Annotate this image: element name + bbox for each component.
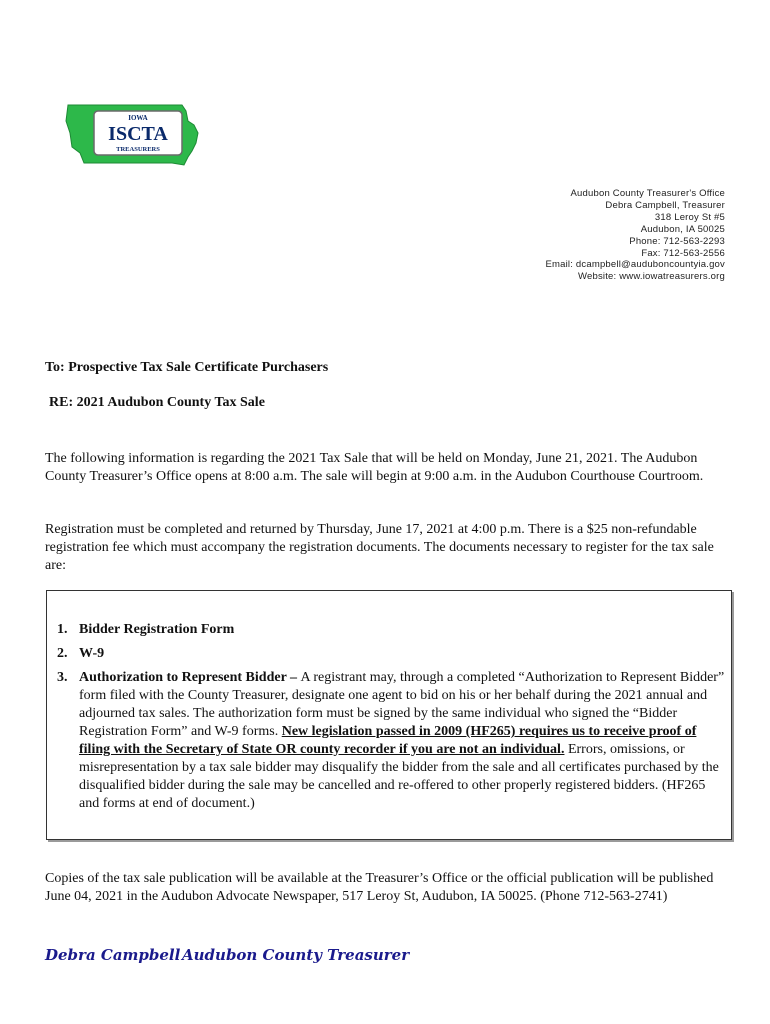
contact-fax: Fax: 712-563-2556 <box>641 247 725 259</box>
paragraph-sale-info: The following information is regarding the 2021 Tax Sale that will be held on Monday, June 21, 2021. The Audubon County Treasurer’s Office opens at 8:00 a.m. The sale will begin at 9:00 a.m. in the Audubon Courthouse Courtroom. <box>45 451 704 484</box>
legislation-notice: New legislation passed in 2009 (HF265) requires us to receive proof of filing with the Secretary of State OR county recorder if you are not an individual. <box>79 724 697 757</box>
contact-street: 318 Leroy St #5 <box>654 211 725 223</box>
iscta-logo <box>64 103 204 169</box>
logo-bottom-text: TREASURERS <box>116 146 160 153</box>
required-documents-box <box>46 590 732 840</box>
list-item <box>57 621 725 639</box>
paragraph-registration: Registration must be completed and returned by Thursday, June 17, 2021 at 4:00 p.m. There is a $25 non-refundable registration fee which must accompany the registration documents. The documents necessary to register for the tax sale are: <box>45 522 714 573</box>
list-item-dash: – <box>286 670 301 685</box>
list-item-title: Bidder Registration Form <box>79 622 235 637</box>
list-item-title: W-9 <box>79 646 105 661</box>
to-line: To: Prospective Tax Sale Certificate Purchasers <box>45 360 329 375</box>
contact-name: Debra Campbell, Treasurer <box>605 199 725 211</box>
list-item-text: A registrant may, through a completed “Authorization to Represent Bidder” form filed with the County Treasurer, designate one agent to bid on his or her behalf during the 2021 annual and adjourned tax sales. The authorization form must be signed by the same individual who signed the “Bidder Registration Form” and W-9 forms. <box>79 670 725 739</box>
contact-phone: Phone: 712-563-2293 <box>629 235 725 247</box>
list-item-number: 3. <box>57 670 68 685</box>
contact-city: Audubon, IA 50025 <box>640 223 725 235</box>
list-item-text-after: Errors, omissions, or misrepresentation by a tax sale bidder may disqualify the bidder from the sale and all certificates purchased by the disqualified bidder during the sale may be cancelled and re-offered to other properly registered bidders. (HF265 and forms at end of document.) <box>79 742 719 811</box>
list-item-title: Authorization to Represent Bidder <box>79 670 287 685</box>
logo-top-text: IOWA <box>128 114 148 122</box>
required-documents-list <box>57 621 725 819</box>
list-item-number: 1. <box>57 622 68 637</box>
list-item <box>57 645 725 663</box>
contact-office: Audubon County Treasurer's Office <box>570 188 725 199</box>
contact-website[interactable]: Website: www.iowatreasurers.org <box>578 271 725 283</box>
signature-name: Debra Campbell <box>45 946 181 964</box>
re-line: RE: 2021 Audubon County Tax Sale <box>49 395 265 410</box>
list-item-number: 2. <box>57 646 68 661</box>
logo-main-text: ISCTA <box>108 123 168 145</box>
paragraph-publication: Copies of the tax sale publication will be available at the Treasurer’s Office or the official publication will be published June 04, 2021 in the Audubon Advocate Newspaper, 517 Leroy St, Audubon, IA 50025. (Phone 712-563-2741) <box>45 871 714 904</box>
contact-block <box>545 188 725 283</box>
contact-email[interactable]: Email: dcampbell@auduboncountyia.gov <box>545 259 725 271</box>
signature-title: Audubon County Treasurer <box>182 946 410 964</box>
list-item <box>57 669 725 813</box>
